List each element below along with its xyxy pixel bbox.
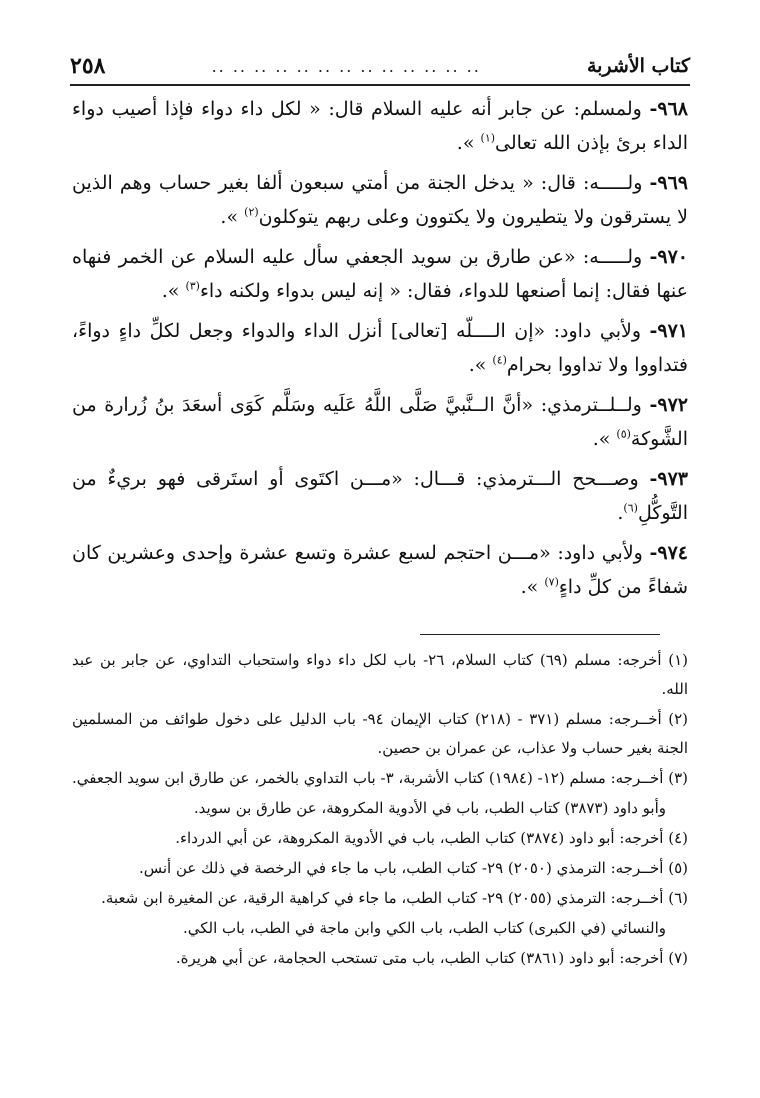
hadith-974 [72,536,688,604]
hadith-973 [72,462,688,530]
hadith-end: ». [520,576,545,598]
hadith-text: ولـــــه: «عن طارق بن سويد الجعفي سأل عليه السلام عن الخمر فنهاه عنها فقال: إنما أصنعها للدواء، فقال: « إنه ليس بدواء ولكنه داء [72,246,688,302]
hadith-end: ». [592,428,617,450]
hadith-text: ولمسلم: عن جابر أنه عليه السلام قال: « لكل داء دواء فإذا أصيب دواء الداء برئ بإذن الله تعالى [72,98,688,154]
footnote-ref: (٧) [544,575,559,589]
footnote-5: (٥) أخــرجه: الترمذي (٢٠٥٠) ٢٩- كتاب الطب، باب ما جاء في الرخصة في ذلك عن أنس. [138,859,688,877]
footnote-ref: (٤) [492,353,507,367]
page-number: ٢٥٨ [70,53,106,79]
hadith-text: ولأبي داود: «إن الــــلّه [تعالى] أنزل الداء والدواء وجعل لكلِّ داءٍ دواءً، فتداووا ولا تداووا بحرام [72,320,688,376]
footnote-ref: (٢) [244,205,259,219]
chapter-title: كتاب الأشربة [586,55,690,77]
hadith-number: ٩٦٨- [649,98,688,120]
hadith-number: ٩٧١- [649,320,688,342]
hadith-969 [72,166,688,234]
page-header [70,48,690,86]
footnote-divider [420,634,660,635]
header-dots: .. .. .. .. .. .. .. .. .. .. .. .. .. [211,56,481,76]
hadith-end: . [617,502,624,524]
footnote-7: (٧) أخرجه: أبو داود (٣٨٦١) كتاب الطب، باب متى تستحب الحجامة، عن أبي هريرة. [175,949,688,967]
hadith-970 [72,240,688,308]
hadith-number: ٩٧٢- [649,394,688,416]
footnote-4: (٤) أخرجه: أبو داود (٣٨٧٤) كتاب الطب، باب في الأدوية المكروهة، عن أبي الدرداء. [175,829,688,847]
hadith-971 [72,314,688,382]
hadith-number: ٩٦٩- [649,172,688,194]
footnote-ref: (٦) [623,501,638,515]
footnote-3: (٣) أخــرجه: مسلم (١٢- (١٩٨٤) كتاب الأشربة، ٣- باب التداوي بالخمر، عن طارق ابن سويد الجعفي. [72,769,688,787]
footnotes [72,646,688,974]
footnote-ref: (٥) [616,427,631,441]
footnote-3-continued: وأبو داود (٣٨٧٣) كتاب الطب، باب في الأدوية المكروهة، عن طارق بن سويد. [193,799,666,817]
hadith-end: ». [456,132,481,154]
hadith-text: ولــلــترمذي: «أنَّ الــنَّبيَّ صَلَّى اللَّهُ عَلَيه وسَلَّم كَوَى أسعَدَ بنُ زُرارة من الشَّوكة [72,394,688,450]
footnote-2: (٢) أخــرجه: مسلم (٣٧١ - (٢١٨) كتاب الإيمان ٩٤- باب الدليل على دخول طوائف من المسلمين الجنة بغير حساب ولا عذاب، عن عمران بن حصين. [72,710,689,757]
footnote-ref: (١) [480,131,496,145]
hadith-number: ٩٧٤- [649,542,688,564]
footnote-6: (٦) أخــرجه: الترمذي (٢٠٥٥) ٢٩- كتاب الطب، ما جاء في كراهية الرقية، عن المغيرة ابن شعبة. [101,889,688,907]
hadith-number: ٩٧٠- [649,246,688,268]
hadith-end: ». [161,280,186,302]
hadith-968 [72,92,688,160]
hadith-list [72,92,688,610]
hadith-text: ولـــــه: قال: « يدخل الجنة من أمتي سبعون ألفا بغير حساب وهم الذين لا يسترقون ولا يتطيرون ولا يكتوون وعلى ربهم يتوكلون [72,172,688,228]
footnote-ref: (٣) [185,279,200,293]
footnote-1: (١) أخرجه: مسلم (٦٩) كتاب السلام، ٢٦- باب لكل داء دواء واستحباب التداوي، عن جابر بن عبد الله. [72,651,688,698]
footnote-6-continued: والنسائي (في الكبرى) كتاب الطب، باب الكي وابن ماجة في الطب، باب الكي. [182,919,666,937]
hadith-text: ولأبي داود: «مـــن احتجم لسبع عشرة وتسع عشرة وإحدى وعشرين كان شفاءً من كلِّ داءٍ [72,542,688,598]
hadith-text: وصـــحح الـــترمذي: قـــال: «مـــن اكتَوى أو استَرقى فهو بريءٌ من التَّوكُّلِ [72,468,688,524]
hadith-end: ». [468,354,493,376]
hadith-number: ٩٧٣- [649,468,688,490]
hadith-end: ». [220,206,245,228]
hadith-972 [72,388,688,456]
